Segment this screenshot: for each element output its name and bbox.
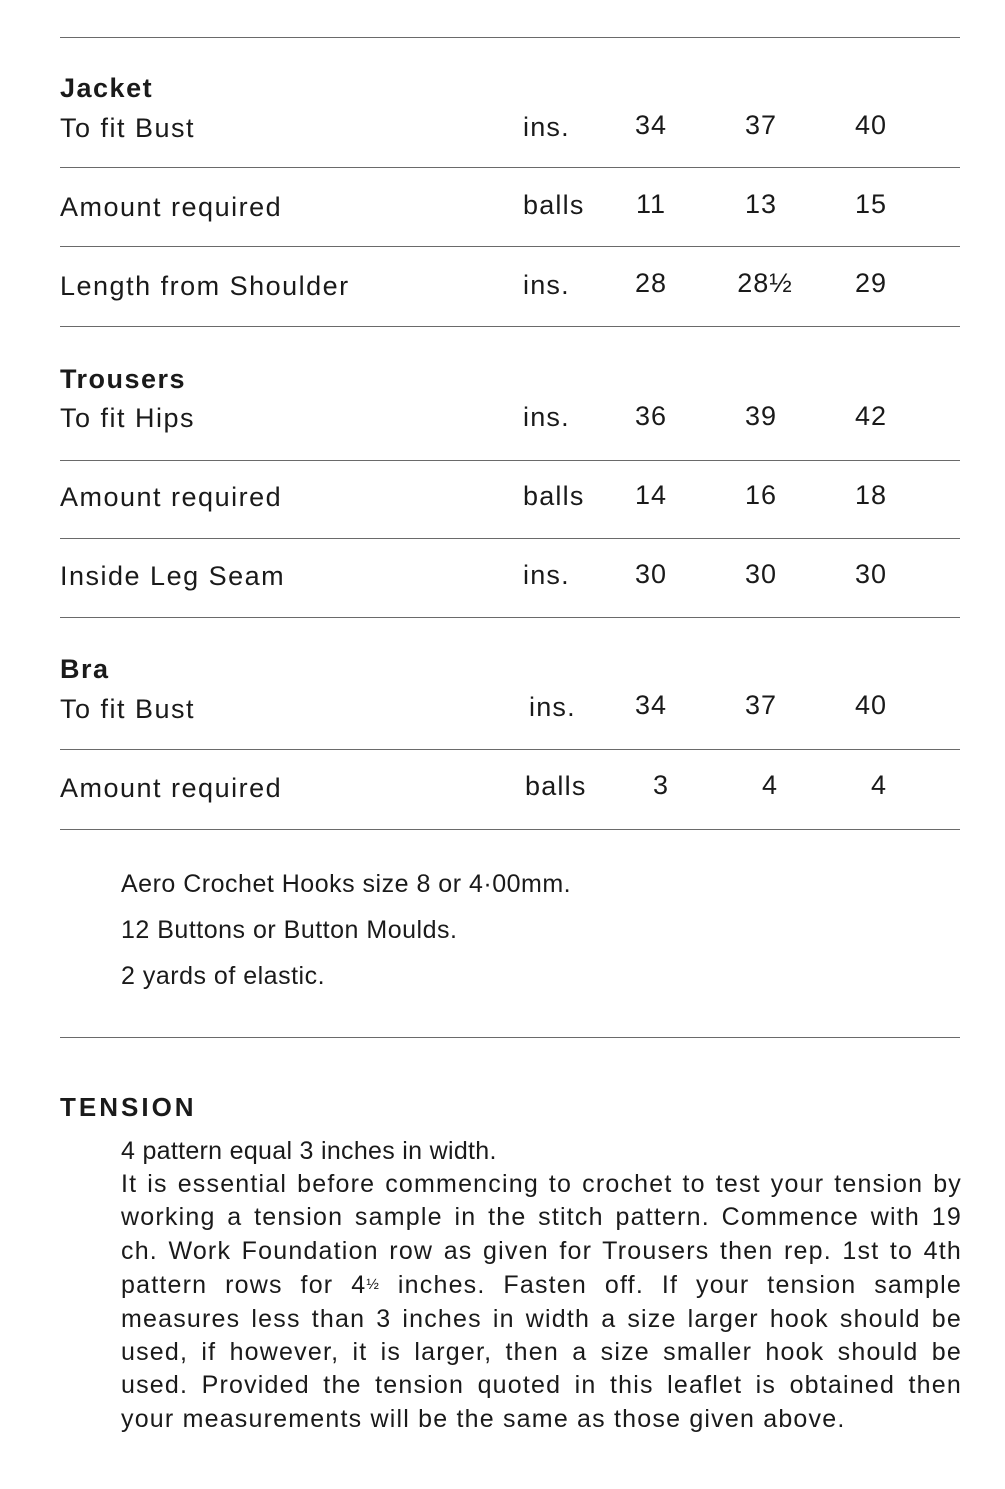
row-label: To fit Hips: [60, 403, 196, 433]
row-value: 15: [854, 189, 888, 219]
row-value: 4: [870, 770, 888, 800]
row-unit: ins.: [529, 692, 576, 722]
row-value: 34: [634, 110, 668, 140]
row-unit: ins.: [523, 270, 570, 300]
row-value: 36: [634, 401, 668, 431]
tension-gauge: 4 pattern equal 3 inches in width.: [121, 1137, 497, 1165]
tension-heading: TENSION: [60, 1092, 197, 1122]
section-heading-bra: Bra: [60, 654, 110, 684]
materials-hooks: Aero Crochet Hooks size 8 or 4·00mm.: [121, 870, 572, 898]
row-value: 13: [744, 189, 778, 219]
row-value: 4: [761, 770, 779, 800]
row-value: 3: [652, 770, 670, 800]
row-unit: ins.: [523, 402, 570, 432]
divider: [60, 460, 960, 461]
section-heading-jacket: Jacket: [60, 73, 154, 103]
materials-elastic: 2 yards of elastic.: [121, 962, 326, 990]
tension-text: inches. Fasten off. If your tension sample measures less than 3 inches in width a size larger hook should be used, if however, it is larger, then a size smaller hook should be used. Provided the tension quoted in this leaflet is obtained then your measurements will be the same as those given above.: [121, 1271, 962, 1433]
materials-buttons: 12 Buttons or Button Moulds.: [121, 916, 458, 944]
row-value: 28½: [737, 268, 793, 298]
row-label: To fit Bust: [60, 113, 196, 143]
row-value: 30: [744, 559, 778, 589]
row-value: 29: [854, 268, 888, 298]
divider: [60, 749, 960, 750]
row-unit: ins.: [523, 560, 570, 590]
row-value: 18: [854, 480, 888, 510]
divider: [60, 167, 960, 168]
row-label: Amount required: [60, 482, 283, 512]
row-value: 28: [634, 268, 668, 298]
divider: [60, 326, 960, 327]
section-heading-trousers: Trousers: [60, 364, 187, 394]
row-unit: balls: [525, 771, 587, 801]
row-value: 40: [854, 110, 888, 140]
row-value: 42: [854, 401, 888, 431]
row-value: 14: [634, 480, 668, 510]
row-value: 11: [635, 189, 667, 219]
tension-fraction: ½: [366, 1276, 381, 1294]
row-value: 39: [744, 401, 778, 431]
row-value: 40: [854, 690, 888, 720]
row-unit: ins.: [523, 112, 570, 142]
tension-text: It is essential before commencing to crochet to test your tension by working a tension sample in the stitch pattern. Commence with 19 ch. Work Foundation row as given for Trousers then rep. 1st to 4th pattern rows for 4: [121, 1170, 962, 1300]
row-value: 30: [854, 559, 888, 589]
divider-top: [60, 37, 960, 38]
row-label: Length from Shoulder: [60, 271, 350, 301]
divider: [60, 829, 960, 830]
row-unit: balls: [523, 481, 585, 511]
divider: [60, 1037, 960, 1038]
row-value: 34: [634, 690, 668, 720]
row-value: 37: [744, 690, 778, 720]
row-label: Amount required: [60, 192, 283, 222]
row-value: 37: [744, 110, 778, 140]
row-value: 30: [634, 559, 668, 589]
tension-paragraph: [121, 1168, 962, 1436]
divider: [60, 246, 960, 247]
divider: [60, 617, 960, 618]
row-value: 16: [744, 480, 778, 510]
divider: [60, 538, 960, 539]
row-label: Inside Leg Seam: [60, 561, 286, 591]
row-label: Amount required: [60, 773, 283, 803]
row-label: To fit Bust: [60, 694, 196, 724]
row-unit: balls: [523, 190, 585, 220]
